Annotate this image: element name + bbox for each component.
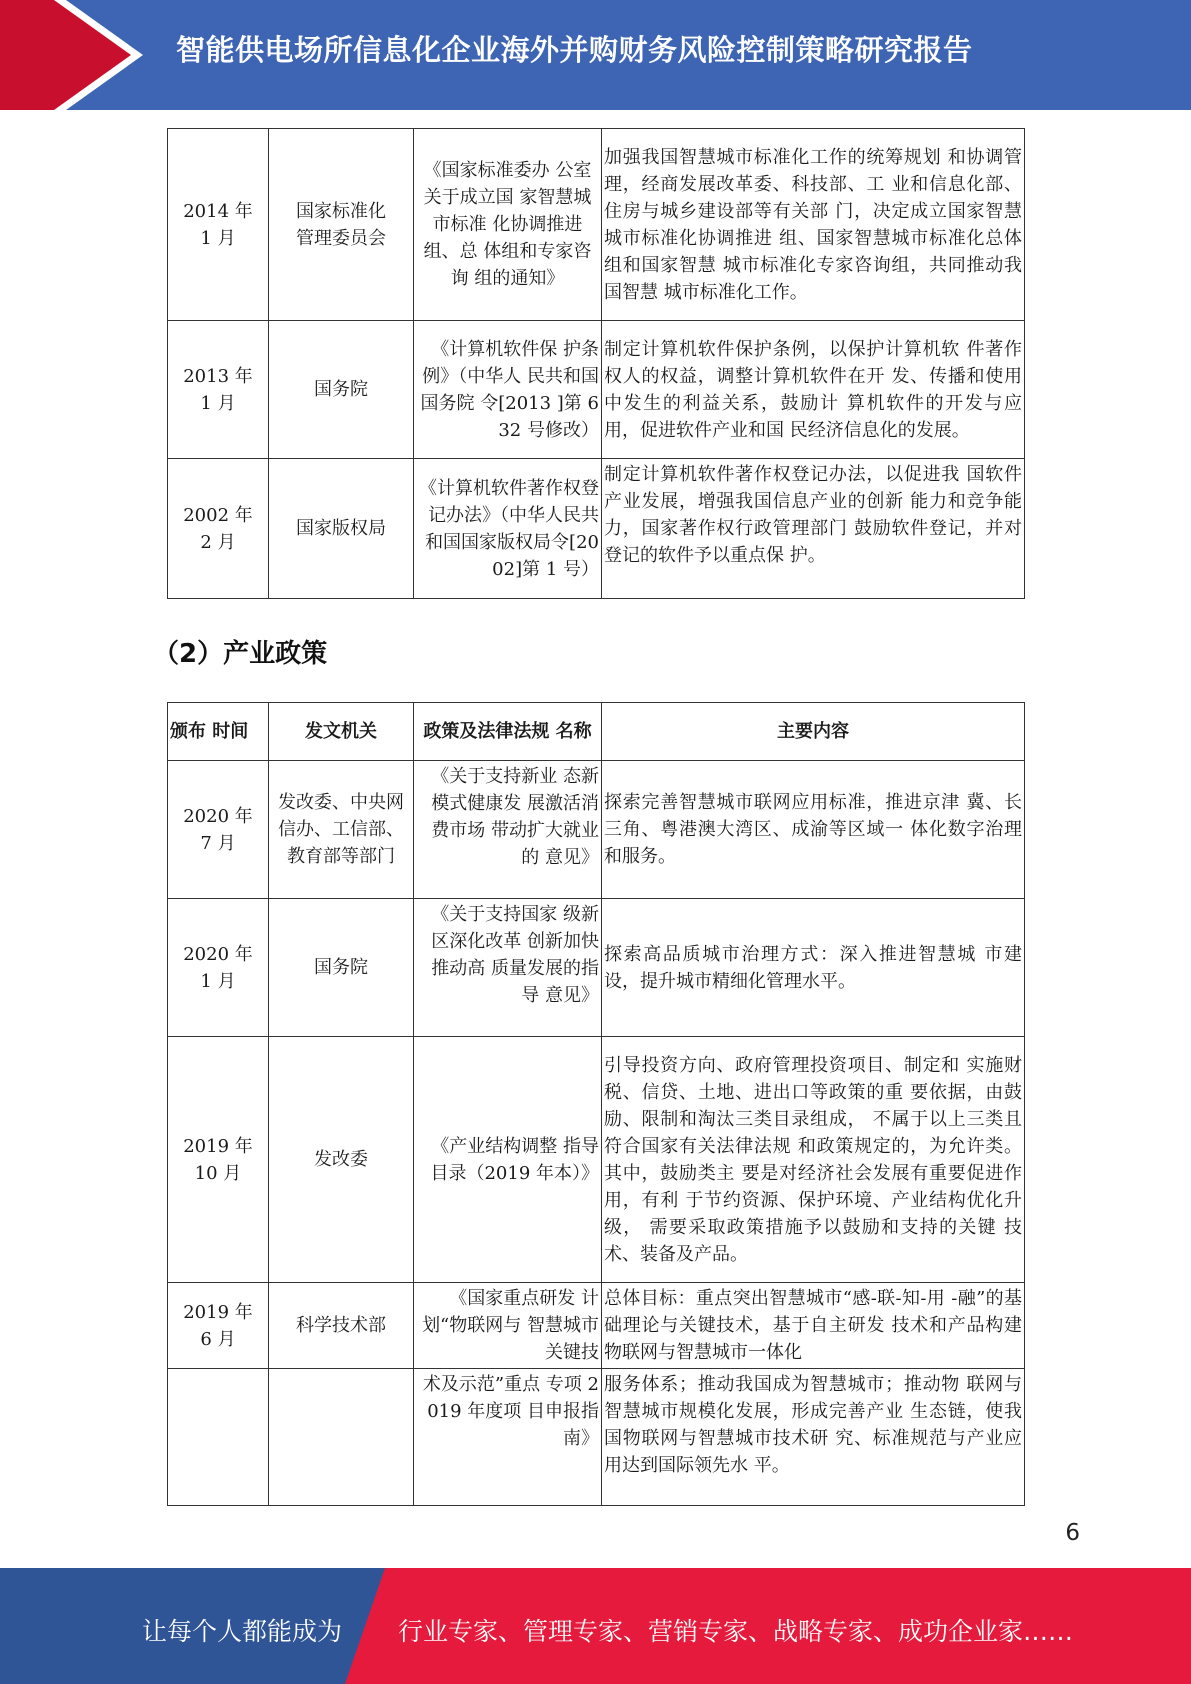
issuing-authority: 国务院 [269,899,414,1037]
issuing-authority: 科学技术部 [269,1283,414,1369]
policy-content: 制定计算机软件保护条例，以保护计算机软 件著作权人的权益，调整计算机软件在开 发、传播和使用中发生的利益关系，鼓励计 算机软件的开发与应用，促进软件产业和国 民经济信息化的发展。 [602,321,1025,459]
issue-date: 2020 年 7 月 [168,761,269,899]
issue-date: 2002 年 2 月 [168,459,269,599]
policy-content: 制定计算机软件著作权登记办法，以促进我 国软件产业发展，增强我国信息产业的创新 能力和竞争能力，国家著作权行政管理部门 鼓励软件登记，并对登记的软件予以重点保 护。 [602,459,1025,599]
policy-content: 引导投资方向、政府管理投资项目、制定和 实施财税、信贷、土地、进出口等政策的重 要依据，由鼓励、限制和淘汰三类目录组成， 不属于以上三类且符合国家有关法律法规 和政策规定的，为允许类。其中，鼓励类主 要是对经济社会发展有重要促进作用，有利 于节约资源、保护环境、产业结构优化升级， 需要采取政策措施予以鼓励和支持的关键 技术、装备及产品。 [602,1037,1025,1283]
issuing-authority: 国务院 [269,321,414,459]
policy-name: 《国家重点研发 计划“物联网与 智慧城市关键技 [414,1283,602,1369]
issuing-authority: 发改委 [269,1037,414,1283]
column-header-policy-name: 政策及法律法规 名称 [414,703,602,761]
policy-name: 《国家标准委办 公室关于成立国 家智慧城市标准 化协调推进组、总 体组和专家咨询 组的通知》 [414,129,602,321]
column-header-authority: 发文机关 [269,703,414,761]
table-row [168,899,1025,1037]
issuing-authority: 国家标准化 管理委员会 [269,129,414,321]
table-row [168,1369,1025,1506]
policy-name: 《计算机软件著作权登记办法》（中华人民共和国国家版权局令[2002]第 1 号） [414,459,602,599]
table-row [168,1037,1025,1283]
section-heading: （2）产业政策 [153,639,328,669]
table-row [168,129,1025,321]
column-header-date: 颁布 时间 [168,703,269,761]
policy-content: 加强我国智慧城市标准化工作的统筹规划 和协调管理，经商发展改革委、科技部、工 业和信息化部、住房与城乡建设部等有关部 门，决定成立国家智慧城市标准化协调推进 组、国家智慧城市标准化总体组和国家智慧 城市标准化专家咨询组，共同推动我国智慧 城市标准化工作。 [602,129,1025,321]
policy-content: 服务体系；推动我国成为智慧城市；推动物 联网与智慧城市规模化发展，形成完善产业 生态链，使我国物联网与智慧城市技术研 究、标准规范与产业应用达到国际领先水 平。 [602,1369,1025,1506]
issuing-authority [269,1369,414,1506]
policy-name: 《关于支持国家 级新区深化改革 创新加快推动高 质量发展的指导 意见》 [414,899,602,1037]
policy-name: 《关于支持新业 态新模式健康发 展激活消费市场 带动扩大就业的 意见》 [414,761,602,899]
table-row [168,1283,1025,1369]
header-banner [0,0,1191,110]
policy-content: 探索高品质城市治理方式：深入推进智慧城 市建设，提升城市精细化管理水平。 [602,899,1025,1037]
table-row [168,761,1025,899]
table-row [168,321,1025,459]
issue-date: 2019 年 6 月 [168,1283,269,1369]
issuing-authority: 发改委、中央网信办、工信部、教育部等部门 [269,761,414,899]
table-row [168,459,1025,599]
footer-slogan-left: 让每个人都能成为 [142,1617,343,1646]
industry-policy-table [167,702,1025,1506]
policy-table-continued [167,128,1025,599]
policy-name: 《计算机软件保 护条例》（中华人 民共和国国务院 令[2013 ]第 632 号修改） [414,321,602,459]
issue-date: 2014 年 1 月 [168,129,269,321]
policy-content: 总体目标：重点突出智慧城市“感-联-知-用 -融”的基础理论与关键技术，基于自主研发 技术和产品构建物联网与智慧城市一体化 [602,1283,1025,1369]
issuing-authority: 国家版权局 [269,459,414,599]
issue-date [168,1369,269,1506]
policy-name: 《产业结构调整 指导目录（2019 年本）》 [414,1037,602,1283]
issue-date: 2020 年 1 月 [168,899,269,1037]
header-arrow-shape [0,0,150,110]
footer-slogan-right: 行业专家、管理专家、营销专家、战略专家、成功企业家…… [398,1617,1074,1646]
table-header-row [168,703,1025,761]
issue-date: 2013 年 1 月 [168,321,269,459]
column-header-content: 主要内容 [602,703,1025,761]
footer-banner [0,1568,1191,1684]
report-title: 智能供电场所信息化企业海外并购财务风险控制策略研究报告 [176,33,973,67]
policy-name: 术及示范”重点 专项 2019 年度项 目申报指南》 [414,1369,602,1506]
page-number: 6 [1065,1520,1080,1546]
issue-date: 2019 年 10 月 [168,1037,269,1283]
policy-content: 探索完善智慧城市联网应用标准，推进京津 冀、长三角、粤港澳大湾区、成渝等区域一 体化数字治理和服务。 [602,761,1025,899]
